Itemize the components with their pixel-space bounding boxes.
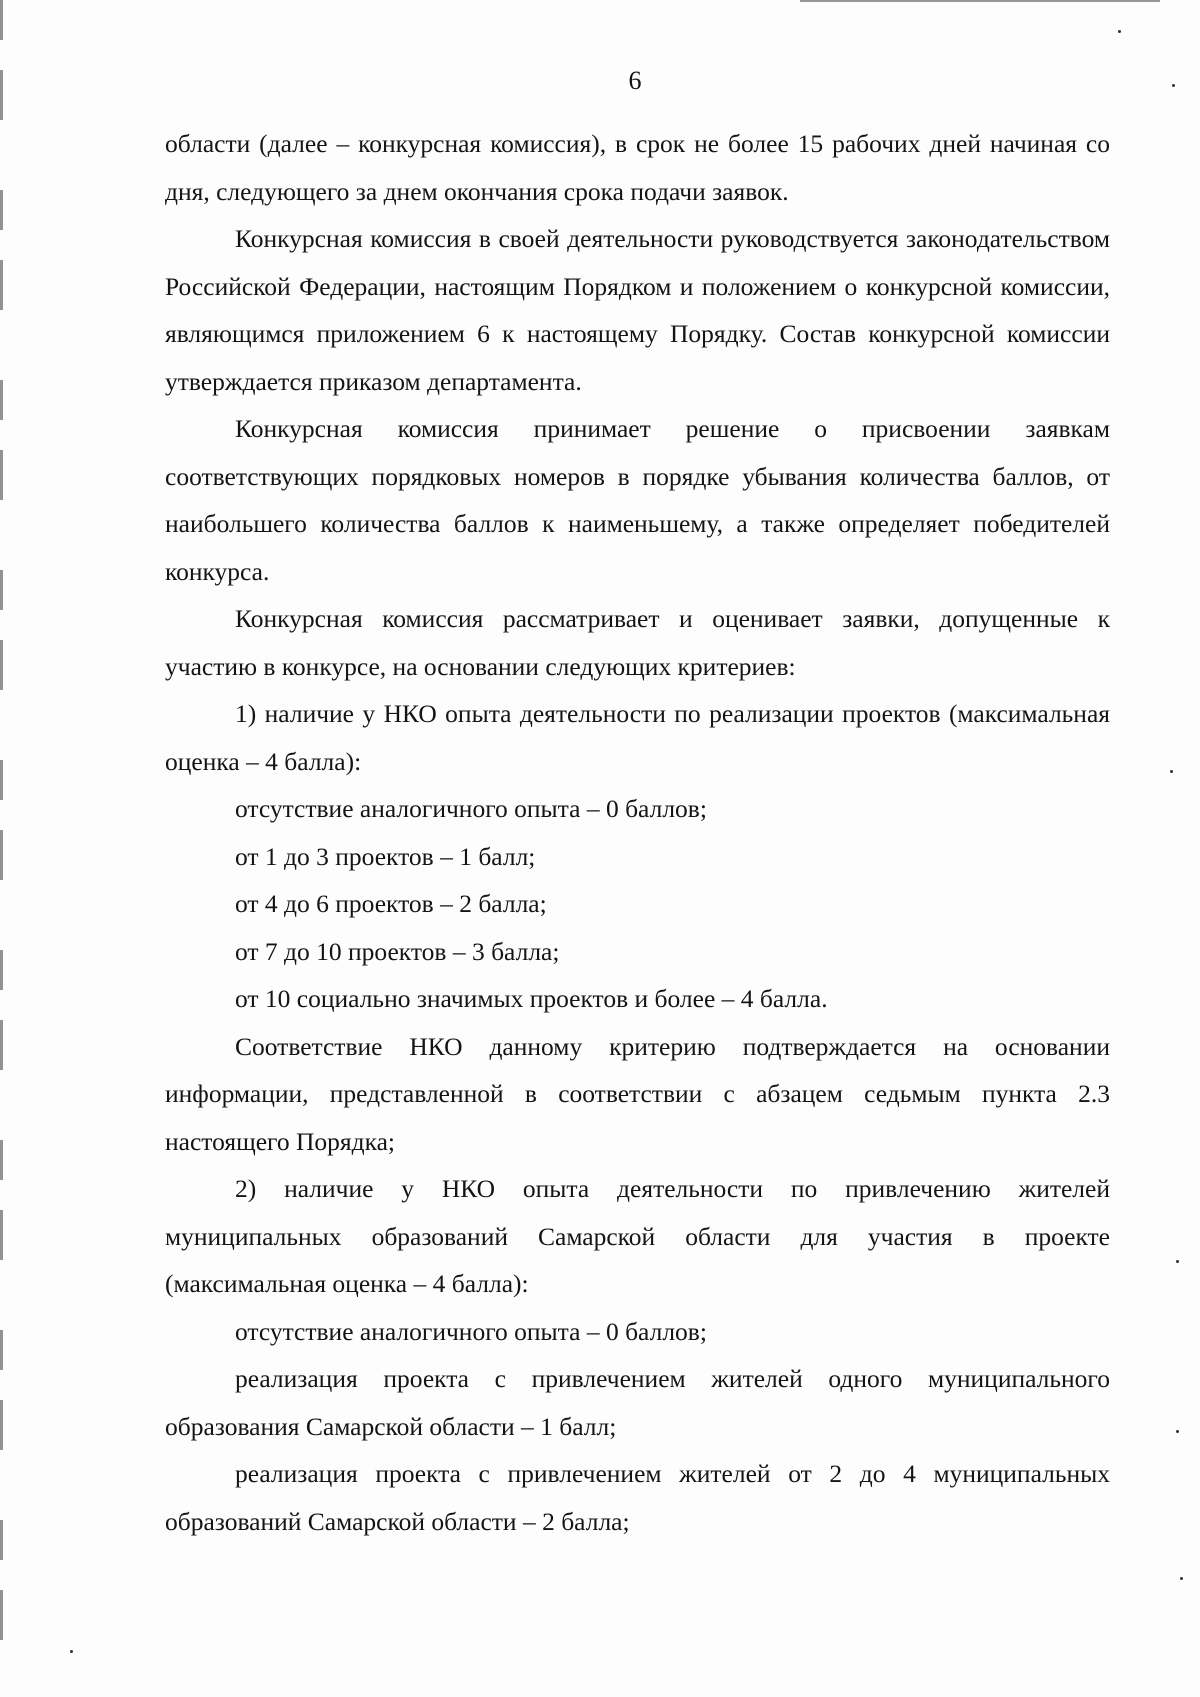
paragraph: Конкурсная комиссия рассматривает и оценивает заявки, допущенные к участию в конкурсе, на основании следующих критериев: — [165, 604, 1110, 681]
criterion-option: отсутствие аналогичного опыта – 0 баллов; — [235, 794, 707, 823]
scan-speck — [1176, 1260, 1179, 1263]
scan-speck — [1176, 1430, 1179, 1433]
criterion-option: от 4 до 6 проектов – 2 балла; — [235, 889, 547, 918]
scan-speck — [1118, 30, 1121, 33]
document-body — [165, 120, 1110, 1545]
page-number: 6 — [628, 66, 642, 95]
criterion-option: отсутствие аналогичного опыта – 0 баллов; — [235, 1316, 707, 1346]
criterion-option: от 1 до 3 проектов – 1 балл; — [235, 841, 536, 871]
criterion-option: реализация проекта с привлечением жителей одного муниципального образования Самарской области – 1 балл; — [165, 1364, 1110, 1441]
paragraph: Конкурсная комиссия принимает решение о присвоении заявкам соответствующих порядковых номеров в порядке убывания количества баллов, от наибольшего количества баллов к наименьшему, а также определяет победителей конкурса. — [165, 414, 1110, 586]
criterion-heading: 1) наличие у НКО опыта деятельности по реализации проектов (максимальная оценка – 4 балла): — [165, 699, 1110, 776]
scan-speck — [1170, 770, 1173, 773]
criterion-option: от 10 социально значимых проектов и более – 4 балла. — [235, 984, 828, 1013]
scan-speck — [70, 1650, 73, 1653]
paragraph: области (далее – конкурсная комиссия), в срок не более 15 рабочих дней начиная со дня, следующего за днем окончания срока подачи заявок. — [165, 129, 1110, 206]
scan-speck — [1180, 1577, 1183, 1580]
scan-top-edge — [800, 0, 1160, 2]
scan-left-edge — [0, 0, 3, 1697]
criterion-option: реализация проекта с привлечением жителей от 2 до 4 муниципальных образований Самарской области – 2 балла; — [165, 1459, 1110, 1536]
criterion-heading: 2) наличие у НКО опыта деятельности по привлечению жителей муниципальных образований Самарской области для участия в проекте (максимальная оценка – 4 балла): — [165, 1174, 1110, 1298]
paragraph: Соответствие НКО данному критерию подтверждается на основании информации, представленной в соответствии с абзацем седьмым пункта 2.3 настоящего Порядка; — [165, 1031, 1110, 1156]
criterion-option: от 7 до 10 проектов – 3 балла; — [235, 936, 560, 966]
paragraph: Конкурсная комиссия в своей деятельности руководствуется законодательством Российской Федерации, настоящим Порядком и положением о конкурсной комиссии, являющимся приложением 6 к настоящему Порядку. Состав конкурсной комиссии утверждается приказом департамента. — [165, 224, 1110, 396]
